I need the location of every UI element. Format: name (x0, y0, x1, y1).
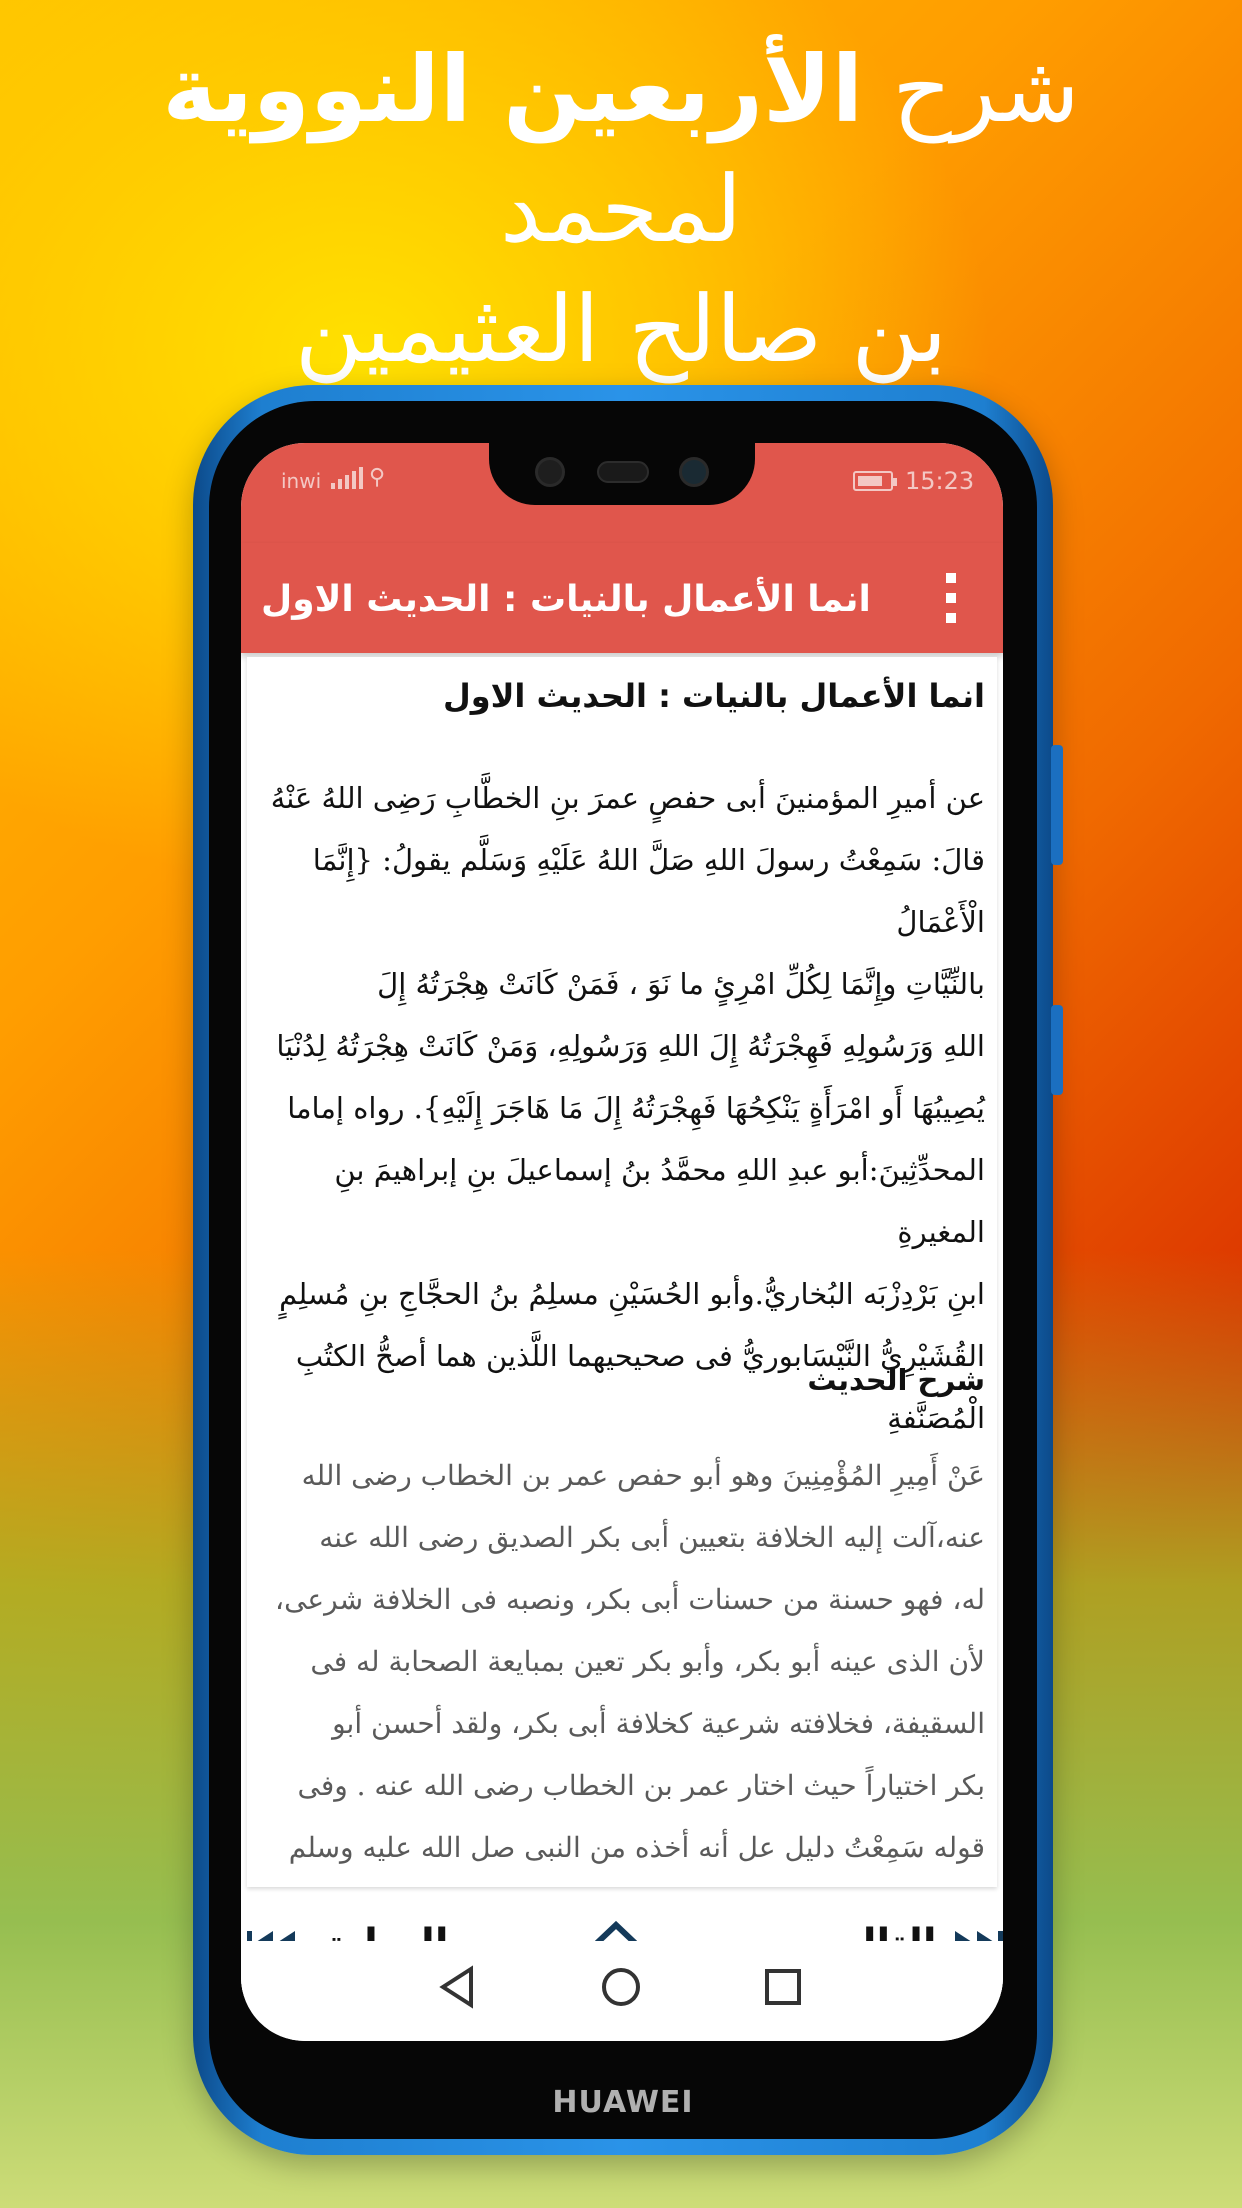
front-camera-lens-icon (679, 457, 709, 487)
commentary-line: السقيفة، فخلافته شرعية كخلافة أبى بكر، ولقد أحسن أبو (332, 1707, 985, 1740)
app-toolbar (241, 543, 1003, 653)
phone-frame (193, 385, 1053, 2155)
hadith-line: القُشَيْرِيُّ النَّيْسَابوريُّ فى صحيحيهما اللَّذين هما أصحُّ الكتُبِ (295, 1339, 985, 1373)
back-icon[interactable] (437, 1965, 477, 2013)
signal-icon (331, 467, 363, 489)
hadith-card[interactable] (247, 657, 997, 1887)
phone-screen (241, 443, 1003, 2041)
huawei-logo: HUAWEI (552, 2085, 694, 2120)
hadith-line: يُصِيبُهَا أَو امْرَأَةٍ يَنْكِحُهَا فَهِجْرَتُهُ إِلَ مَا هَاجَرَ إِلَيْهِ}. رواه إماما (287, 1091, 985, 1125)
hadith-line: ابنِ بَرْدِزْبَه البُخاريُّ.وأبو الحُسَيْنِ مسلِمُ بنُ الحجَّاجِ بنِ مُسلِمٍ (279, 1277, 985, 1311)
headline-line1 (30, 30, 1212, 270)
commentary-line: عنه،آلت إليه الخلافة بتعيين أبى بكر الصديق رضى الله عنه (319, 1521, 985, 1554)
hadith-text (265, 767, 985, 1449)
headline-part1: شرح (863, 36, 1080, 143)
system-navigation-bar (241, 1941, 1003, 2041)
carrier-label: inwi (281, 469, 322, 493)
promo-headline (30, 30, 1212, 390)
commentary-line: عَنْ أَمِيرِ المُؤْمِنِينَ وهو أبو حفص عمر بن الخطاب رضى الله (301, 1459, 985, 1492)
commentary-line: بكر اختياراً حيث اختار عمر بن الخطاب رضى الله عنه . وفى (297, 1769, 985, 1802)
hadith-line: عن أميرِ المؤمنينَ أبى حفصٍ عمرَ بنِ الخطَّابِ رَضِى اللهُ عَنْهُ (270, 781, 985, 815)
commentary-line: قوله سَمِعْتُ دليل عل أنه أخذه من النبى صل الله عليه وسلم (288, 1831, 985, 1864)
hadith-line: المحدِّثِينَ:أبو عبدِ اللهِ محمَّدُ بنُ إسماعيلَ بنِ إبراهيمَ بنِ المغيرةِ (334, 1153, 985, 1249)
home-icon[interactable] (599, 1965, 643, 2013)
commentary-text (265, 1445, 985, 1879)
headline-part3: لمحمد (499, 156, 743, 263)
usb-icon: ⚲ (369, 465, 386, 490)
hadith-line: اللهِ وَرَسُولِهِ فَهِجْرَتُهُ إِلَ اللهِ وَرَسُولِهِ، وَمَنْ كَانَتْ هِجْرَتُهُ لِدُنْيَا (276, 1029, 985, 1063)
battery-icon (853, 471, 893, 491)
commentary-heading: شرح الحديث (807, 1363, 985, 1397)
headline-line2: بن صالح العثيمين (294, 276, 948, 383)
commentary-line: لأن الذى عينه أبو بكر، وأبو بكر تعين بمبايعة الصحابة له فى (310, 1645, 985, 1678)
hadith-title: انما الأعمال بالنيات : الحديث الاول (442, 677, 985, 715)
earpiece-speaker (597, 461, 649, 483)
power-button (1051, 1005, 1063, 1095)
status-time: 15:23 (905, 467, 975, 495)
front-camera-icon (535, 457, 565, 487)
hadith-line: قالَ: سَمِعْتُ رسولَ اللهِ صَلَّ اللهُ عَلَيْهِ وَسَلَّم يقولُ: {إِنَّمَا الْأَعْمَالُ (312, 843, 985, 939)
recents-icon[interactable] (763, 1965, 803, 2013)
camera-notch (489, 443, 755, 505)
headline-part2-bold: الأربعين النووية (162, 36, 864, 143)
hadith-line: بالنِّيَّاتِ وإِنَّمَا لِكُلِّ امْرِئٍ ما نَوَ ، فَمَنْ كَانَتْ هِجْرَتُهُ إِلَ (377, 967, 985, 1001)
hadith-line: الْمُصَنَّفةِ (887, 1401, 985, 1435)
commentary-line: له، فهو حسنة من حسنات أبى بكر، ونصبه فى الخلافة شرعى، (275, 1583, 985, 1616)
overflow-menu-icon[interactable] (941, 573, 961, 623)
volume-button (1051, 745, 1063, 865)
toolbar-title: انما الأعمال بالنيات : الحديث الاول (261, 579, 871, 620)
